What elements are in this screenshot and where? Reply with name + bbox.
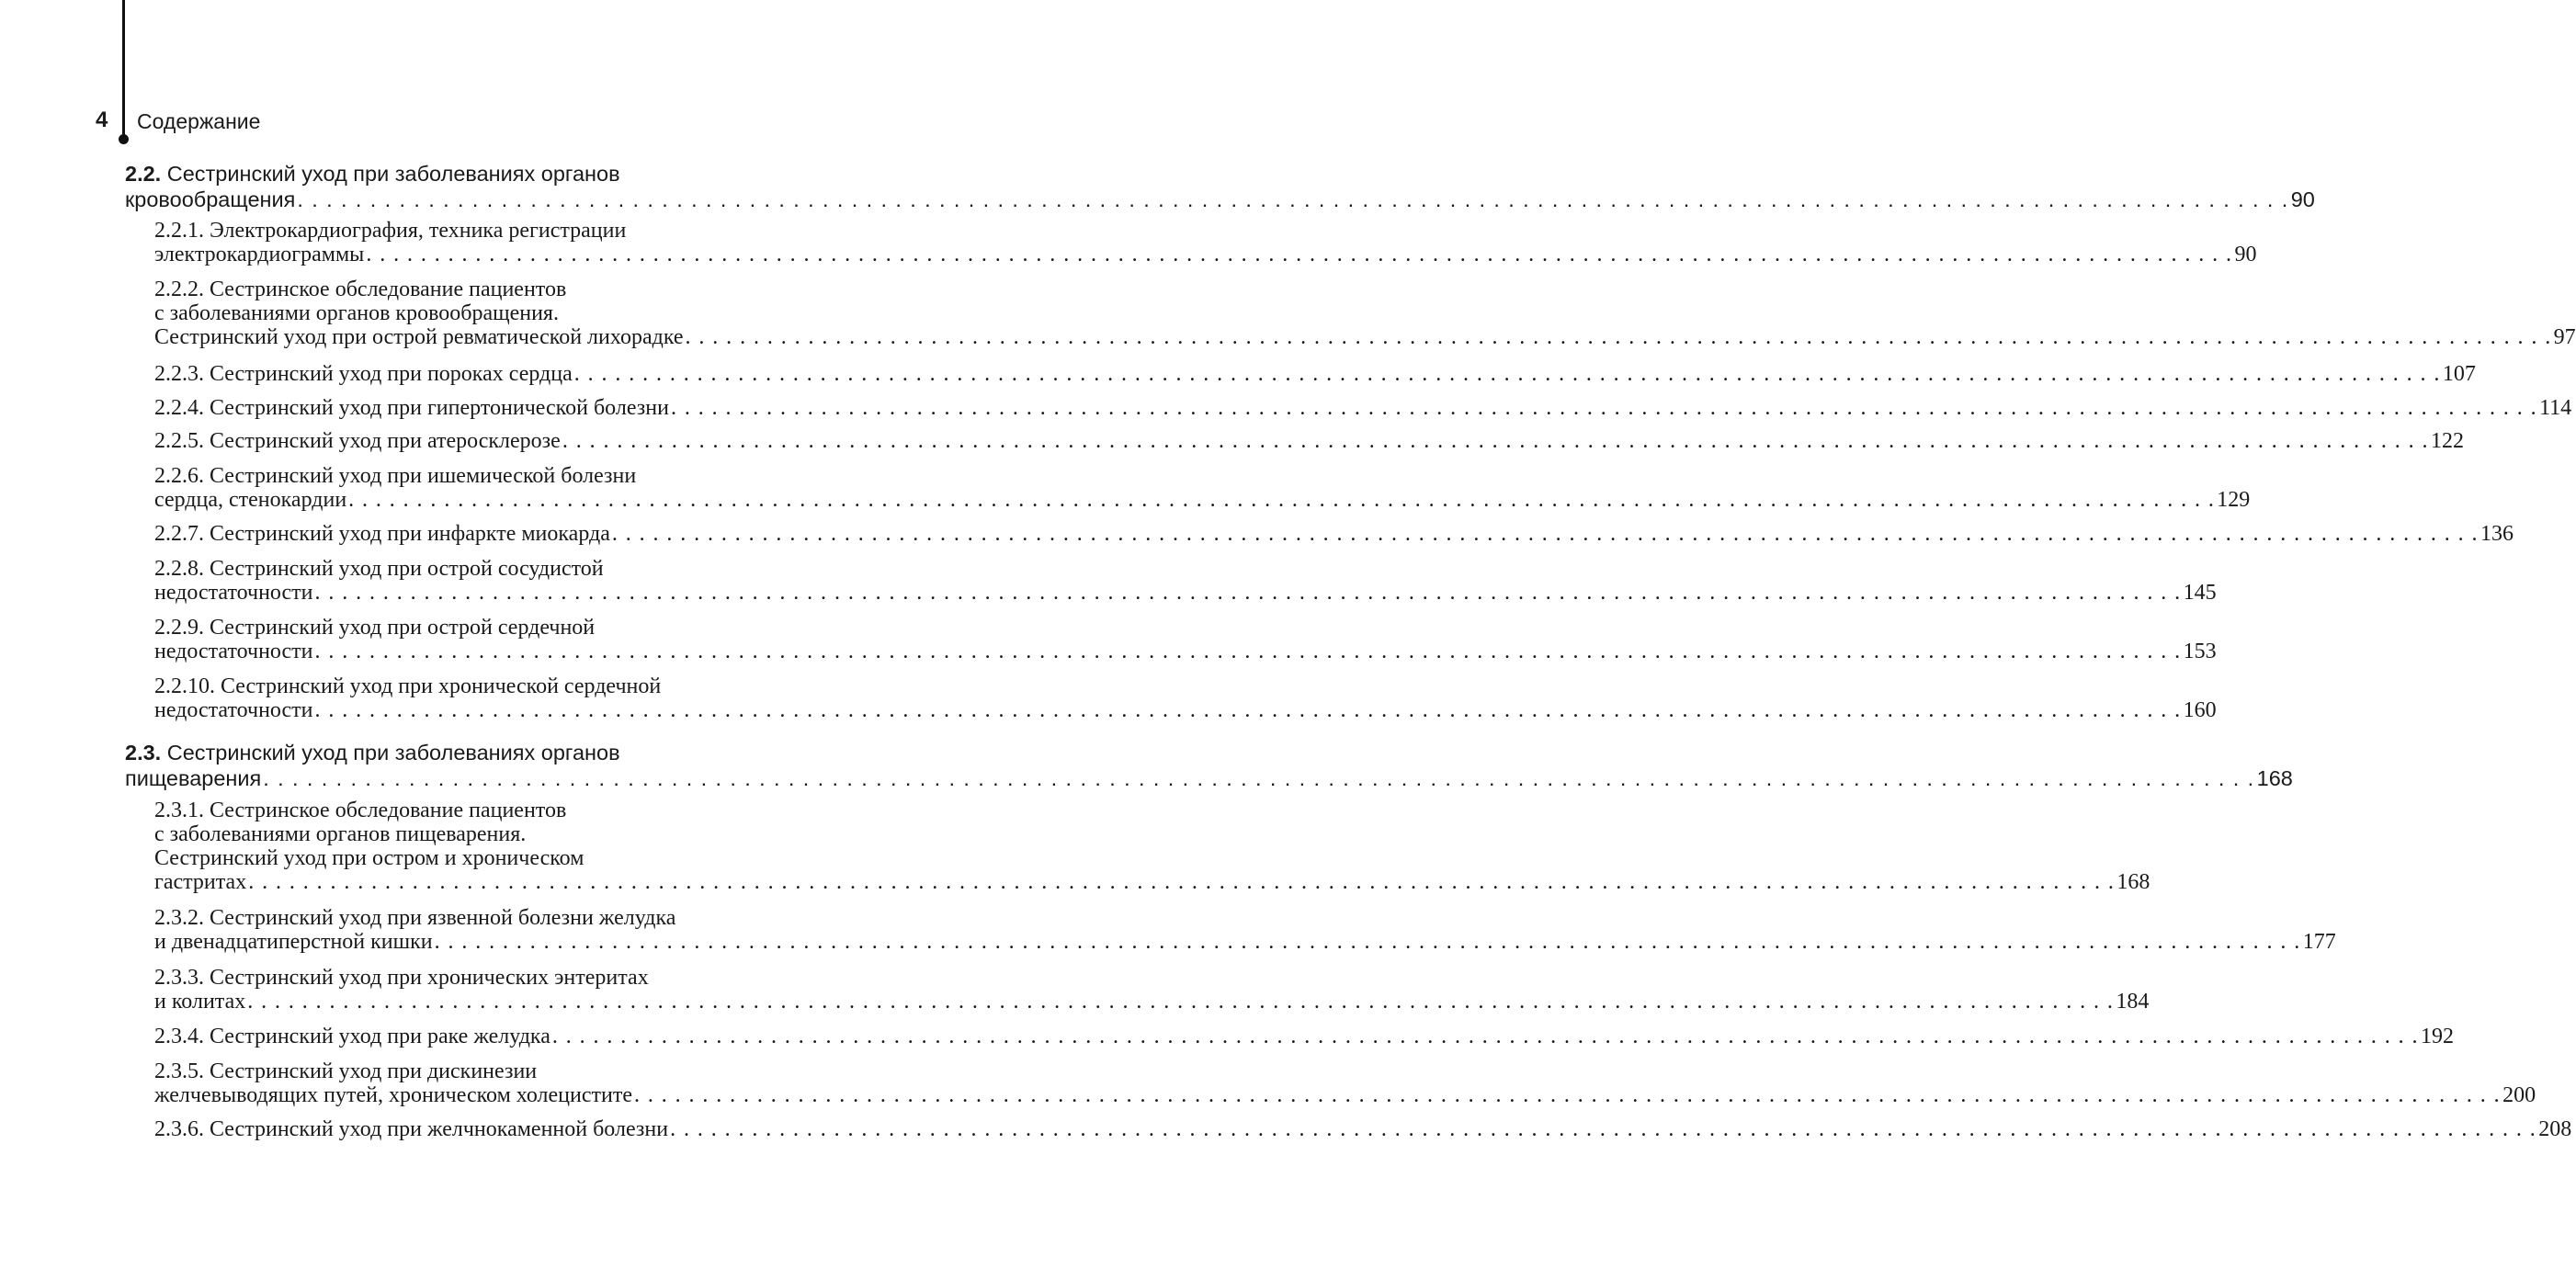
section-title: Сестринский уход при заболеваниях органов bbox=[161, 162, 620, 186]
entry-line: Сестринский уход при остром и хроническом bbox=[154, 846, 584, 870]
page-ref: 90 bbox=[2290, 187, 2315, 211]
entry-title-end: и двенадцатиперстной кишки bbox=[154, 930, 433, 954]
margin-rule-dot bbox=[119, 134, 129, 144]
toc-section-2-2[interactable] bbox=[125, 161, 2315, 212]
section-number: 2.2. bbox=[125, 162, 162, 186]
section-title-end: пищеварения bbox=[125, 766, 262, 790]
entry-title-end: гастритах bbox=[154, 870, 247, 894]
toc-entry-2-2-8[interactable] bbox=[154, 557, 2217, 605]
toc-entry-2-2-1[interactable] bbox=[154, 219, 2257, 266]
entry-title-end: электрокардиограммы bbox=[154, 243, 365, 266]
dot-leader: . . . . . . . . . . . . . . . . . . . . . . . . . . . . . . . . . . . . . . . . . . . . . . . . . . . . . . . . . . . . . . . . . . . . . . . . . . . . . . . . . . . . . . . . . . . . . . . . . . . . . . . . . . . . . . . . . . . . . . . . . . . . . . . . . . . . . . . . . bbox=[314, 581, 2182, 605]
dot-leader: . . . . . . . . . . . . . . . . . . . . . . . . . . . . . . . . . . . . . . . . . . . . . . . . . . . . . . . . . . . . . . . . . . . . . . . . . . . . . . . . . . . . . . . . . . . . . . . . . . . . . . . . . . . . . . . . . . . . . . . . . . . . . . . . . . . . . . . . . bbox=[634, 1083, 2502, 1107]
toc-entry-2-3-2[interactable] bbox=[154, 906, 2336, 954]
dot-leader: . . . . . . . . . . . . . . . . . . . . . . . . . . . . . . . . . . . . . . . . . . . . . . . . . . . . . . . . . . . . . . . . . . . . . . . . . . . . . . . . . . . . . . . . . . . . . . . . . . . . . . . . . . . . . . . . . . . . . . . . . . . . . . . . . . . . . . . . . bbox=[263, 766, 2255, 790]
entry-line: 2.2.1. Электрокардиография, техника регистрации bbox=[154, 219, 627, 243]
entry-line: 2.2.8. Сестринский уход при острой сосудистой bbox=[154, 557, 604, 581]
dot-leader: . . . . . . . . . . . . . . . . . . . . . . . . . . . . . . . . . . . . . . . . . . . . . . . . . . . . . . . . . . . . . . . . . . . . . . . . . . . . . . . . . . . . . . . . . . . . . . . . . . . . . . . . . . . . . . . . . . . . . . . . . . . . . . . . . . . . . . . . . bbox=[573, 362, 2441, 386]
entry-title: 2.2.4. Сестринский уход при гипертонической болезни bbox=[154, 396, 669, 420]
dot-leader: . . . . . . . . . . . . . . . . . . . . . . . . . . . . . . . . . . . . . . . . . . . . . . . . . . . . . . . . . . . . . . . . . . . . . . . . . . . . . . . . . . . . . . . . . . . . . . . . . . . . . . . . . . . . . . . . . . . . . . . . . . . . . . . . . . . . . . . . . bbox=[314, 698, 2182, 722]
dot-leader: . . . . . . . . . . . . . . . . . . . . . . . . . . . . . . . . . . . . . . . . . . . . . . . . . . . . . . . . . . . . . . . . . . . . . . . . . . . . . . . . . . . . . . . . . . . . . . . . . . . . . . . . . . . . . . . . . . . . . . . . . . . . . . . . . . . . . . . . . bbox=[562, 429, 2429, 453]
toc-entry-2-3-6[interactable] bbox=[154, 1117, 2572, 1141]
entry-title: 2.2.7. Сестринский уход при инфаркте миокарда bbox=[154, 522, 610, 546]
dot-leader: . . . . . . . . . . . . . . . . . . . . . . . . . . . . . . . . . . . . . . . . . . . . . . . . . . . . . . . . . . . . . . . . . . . . . . . . . . . . . . . . . . . . . . . . . . . . . . . . . . . . . . . . . . . . . . . . . . . . . . . . . . . . . . . . . . . . . . . . . bbox=[551, 1025, 2419, 1048]
toc-entry-2-3-3[interactable] bbox=[154, 966, 2150, 1014]
entry-line: 2.3.5. Сестринский уход при дискинезии bbox=[154, 1059, 538, 1083]
toc-section-2-3[interactable] bbox=[125, 740, 2293, 791]
page-ref: 97 bbox=[2553, 325, 2576, 349]
dot-leader: . . . . . . . . . . . . . . . . . . . . . . . . . . . . . . . . . . . . . . . . . . . . . . . . . . . . . . . . . . . . . . . . . . . . . . . . . . . . . . . . . . . . . . . . . . . . . . . . . . . . . . . . . . . . . . . . . . . . . . . . . . . . . . . . . . . . . . . . . bbox=[247, 990, 2115, 1014]
entry-title: 2.2.3. Сестринский уход при пороках сердца bbox=[154, 362, 573, 386]
section-title: Сестринский уход при заболеваниях органов bbox=[161, 741, 620, 765]
page-ref: 177 bbox=[2302, 930, 2336, 954]
page-ref: 90 bbox=[2234, 243, 2257, 266]
toc-entry-2-2-10[interactable] bbox=[154, 674, 2217, 722]
page-ref: 184 bbox=[2116, 990, 2150, 1014]
page-ref: 145 bbox=[2183, 581, 2217, 605]
dot-leader: . . . . . . . . . . . . . . . . . . . . . . . . . . . . . . . . . . . . . . . . . . . . . . . . . . . . . . . . . . . . . . . . . . . . . . . . . . . . . . . . . . . . . . . . . . . . . . . . . . . . . . . . . . . . . . . . . . . . . . . . . . . . . . . . . . . . . . . . . bbox=[685, 325, 2552, 349]
dot-leader: . . . . . . . . . . . . . . . . . . . . . . . . . . . . . . . . . . . . . . . . . . . . . . . . . . . . . . . . . . . . . . . . . . . . . . . . . . . . . . . . . . . . . . . . . . . . . . . . . . . . . . . . . . . . . . . . . . . . . . . . . . . . . . . . . . . . . . . . . bbox=[297, 187, 2289, 211]
entry-title: 2.2.5. Сестринский уход при атеросклерозе bbox=[154, 429, 561, 453]
entry-title: 2.3.4. Сестринский уход при раке желудка bbox=[154, 1025, 550, 1048]
page-ref: 107 bbox=[2442, 362, 2476, 386]
entry-line: с заболеваниями органов кровообращения. bbox=[154, 301, 559, 325]
dot-leader: . . . . . . . . . . . . . . . . . . . . . . . . . . . . . . . . . . . . . . . . . . . . . . . . . . . . . . . . . . . . . . . . . . . . . . . . . . . . . . . . . . . . . . . . . . . . . . . . . . . . . . . . . . . . . . . . . . . . . . . . . . . . . . . . . . . . . . . . . bbox=[348, 488, 2216, 512]
page-ref: 136 bbox=[2480, 522, 2514, 546]
toc-entry-2-2-6[interactable] bbox=[154, 464, 2251, 512]
entry-title-end: недостаточности bbox=[154, 640, 313, 663]
page-ref: 208 bbox=[2538, 1117, 2572, 1141]
page-ref: 114 bbox=[2539, 396, 2572, 420]
dot-leader: . . . . . . . . . . . . . . . . . . . . . . . . . . . . . . . . . . . . . . . . . . . . . . . . . . . . . . . . . . . . . . . . . . . . . . . . . . . . . . . . . . . . . . . . . . . . . . . . . . . . . . . . . . . . . . . . . . . . . . . . . . . . . . . . . . . . . . . . . bbox=[366, 243, 2233, 266]
dot-leader: . . . . . . . . . . . . . . . . . . . . . . . . . . . . . . . . . . . . . . . . . . . . . . . . . . . . . . . . . . . . . . . . . . . . . . . . . . . . . . . . . . . . . . . . . . . . . . . . . . . . . . . . . . . . . . . . . . . . . . . . . . . . . . . . . . . . . . . . . bbox=[611, 522, 2479, 546]
dot-leader: . . . . . . . . . . . . . . . . . . . . . . . . . . . . . . . . . . . . . . . . . . . . . . . . . . . . . . . . . . . . . . . . . . . . . . . . . . . . . . . . . . . . . . . . . . . . . . . . . . . . . . . . . . . . . . . . . . . . . . . . . . . . . . . . . . . . . . . . . bbox=[314, 640, 2182, 663]
toc-entry-2-3-1[interactable] bbox=[154, 799, 2150, 894]
entry-line: 2.2.10. Сестринский уход при хронической сердечной bbox=[154, 674, 662, 698]
dot-leader: . . . . . . . . . . . . . . . . . . . . . . . . . . . . . . . . . . . . . . . . . . . . . . . . . . . . . . . . . . . . . . . . . . . . . . . . . . . . . . . . . . . . . . . . . . . . . . . . . . . . . . . . . . . . . . . . . . . . . . . . . . . . . . . . . . . . . . . . . bbox=[670, 1117, 2537, 1141]
dot-leader: . . . . . . . . . . . . . . . . . . . . . . . . . . . . . . . . . . . . . . . . . . . . . . . . . . . . . . . . . . . . . . . . . . . . . . . . . . . . . . . . . . . . . . . . . . . . . . . . . . . . . . . . . . . . . . . . . . . . . . . . . . . . . . . . . . . . . . . . . bbox=[670, 396, 2538, 420]
entry-title-end: желчевыводящих путей, хроническом холецистите bbox=[154, 1083, 632, 1107]
toc-entry-2-2-9[interactable] bbox=[154, 616, 2217, 663]
entry-line: 2.2.9. Сестринский уход при острой сердечной bbox=[154, 616, 596, 640]
toc-entry-2-2-4[interactable] bbox=[154, 396, 2572, 420]
entry-line: 2.2.2. Сестринское обследование пациентов bbox=[154, 278, 567, 301]
toc-entry-2-2-5[interactable] bbox=[154, 429, 2464, 453]
dot-leader: . . . . . . . . . . . . . . . . . . . . . . . . . . . . . . . . . . . . . . . . . . . . . . . . . . . . . . . . . . . . . . . . . . . . . . . . . . . . . . . . . . . . . . . . . . . . . . . . . . . . . . . . . . . . . . . . . . . . . . . . . . . . . . . . . . . . . . . . . bbox=[248, 870, 2116, 894]
entry-title-end: сердца, стенокардии bbox=[154, 488, 347, 512]
entry-title: 2.3.6. Сестринский уход при желчнокаменной болезни bbox=[154, 1117, 669, 1141]
section-number: 2.3. bbox=[125, 741, 162, 765]
running-title: Содержание bbox=[137, 109, 261, 133]
section-title-end: кровообращения bbox=[125, 187, 296, 211]
entry-title-end: недостаточности bbox=[154, 698, 313, 722]
entry-line: 2.2.6. Сестринский уход при ишемической болезни bbox=[154, 464, 637, 488]
toc-entry-2-3-4[interactable] bbox=[154, 1025, 2454, 1048]
toc-entry-2-2-7[interactable] bbox=[154, 522, 2514, 546]
entry-title-end: недостаточности bbox=[154, 581, 313, 605]
page-ref: 192 bbox=[2421, 1025, 2454, 1048]
entry-line: с заболеваниями органов пищеварения. bbox=[154, 822, 527, 846]
page-number: 4 bbox=[96, 108, 108, 132]
entry-line: 2.3.3. Сестринский уход при хронических энтеритах bbox=[154, 966, 649, 990]
toc-entry-2-2-3[interactable] bbox=[154, 362, 2476, 386]
page-ref: 153 bbox=[2183, 640, 2217, 663]
page-ref: 168 bbox=[2256, 766, 2293, 790]
page-ref: 129 bbox=[2217, 488, 2251, 512]
toc-entry-2-2-2[interactable] bbox=[154, 278, 2576, 349]
page-ref: 200 bbox=[2502, 1083, 2536, 1107]
page-ref: 168 bbox=[2116, 870, 2150, 894]
page-ref: 122 bbox=[2430, 429, 2464, 453]
margin-rule bbox=[122, 0, 125, 140]
entry-title-end: и колитах bbox=[154, 990, 246, 1014]
entry-line: 2.3.1. Сестринское обследование пациентов bbox=[154, 799, 567, 822]
toc-entry-2-3-5[interactable] bbox=[154, 1059, 2536, 1107]
entry-line: 2.3.2. Сестринский уход при язвенной болезни желудка bbox=[154, 906, 676, 930]
page-ref: 160 bbox=[2183, 698, 2217, 722]
entry-title-end: Сестринский уход при острой ревматической лихорадке bbox=[154, 325, 684, 349]
dot-leader: . . . . . . . . . . . . . . . . . . . . . . . . . . . . . . . . . . . . . . . . . . . . . . . . . . . . . . . . . . . . . . . . . . . . . . . . . . . . . . . . . . . . . . . . . . . . . . . . . . . . . . . . . . . . . . . . . . . . . . . . . . . . . . . . . . . . . . . . . bbox=[434, 930, 2301, 954]
